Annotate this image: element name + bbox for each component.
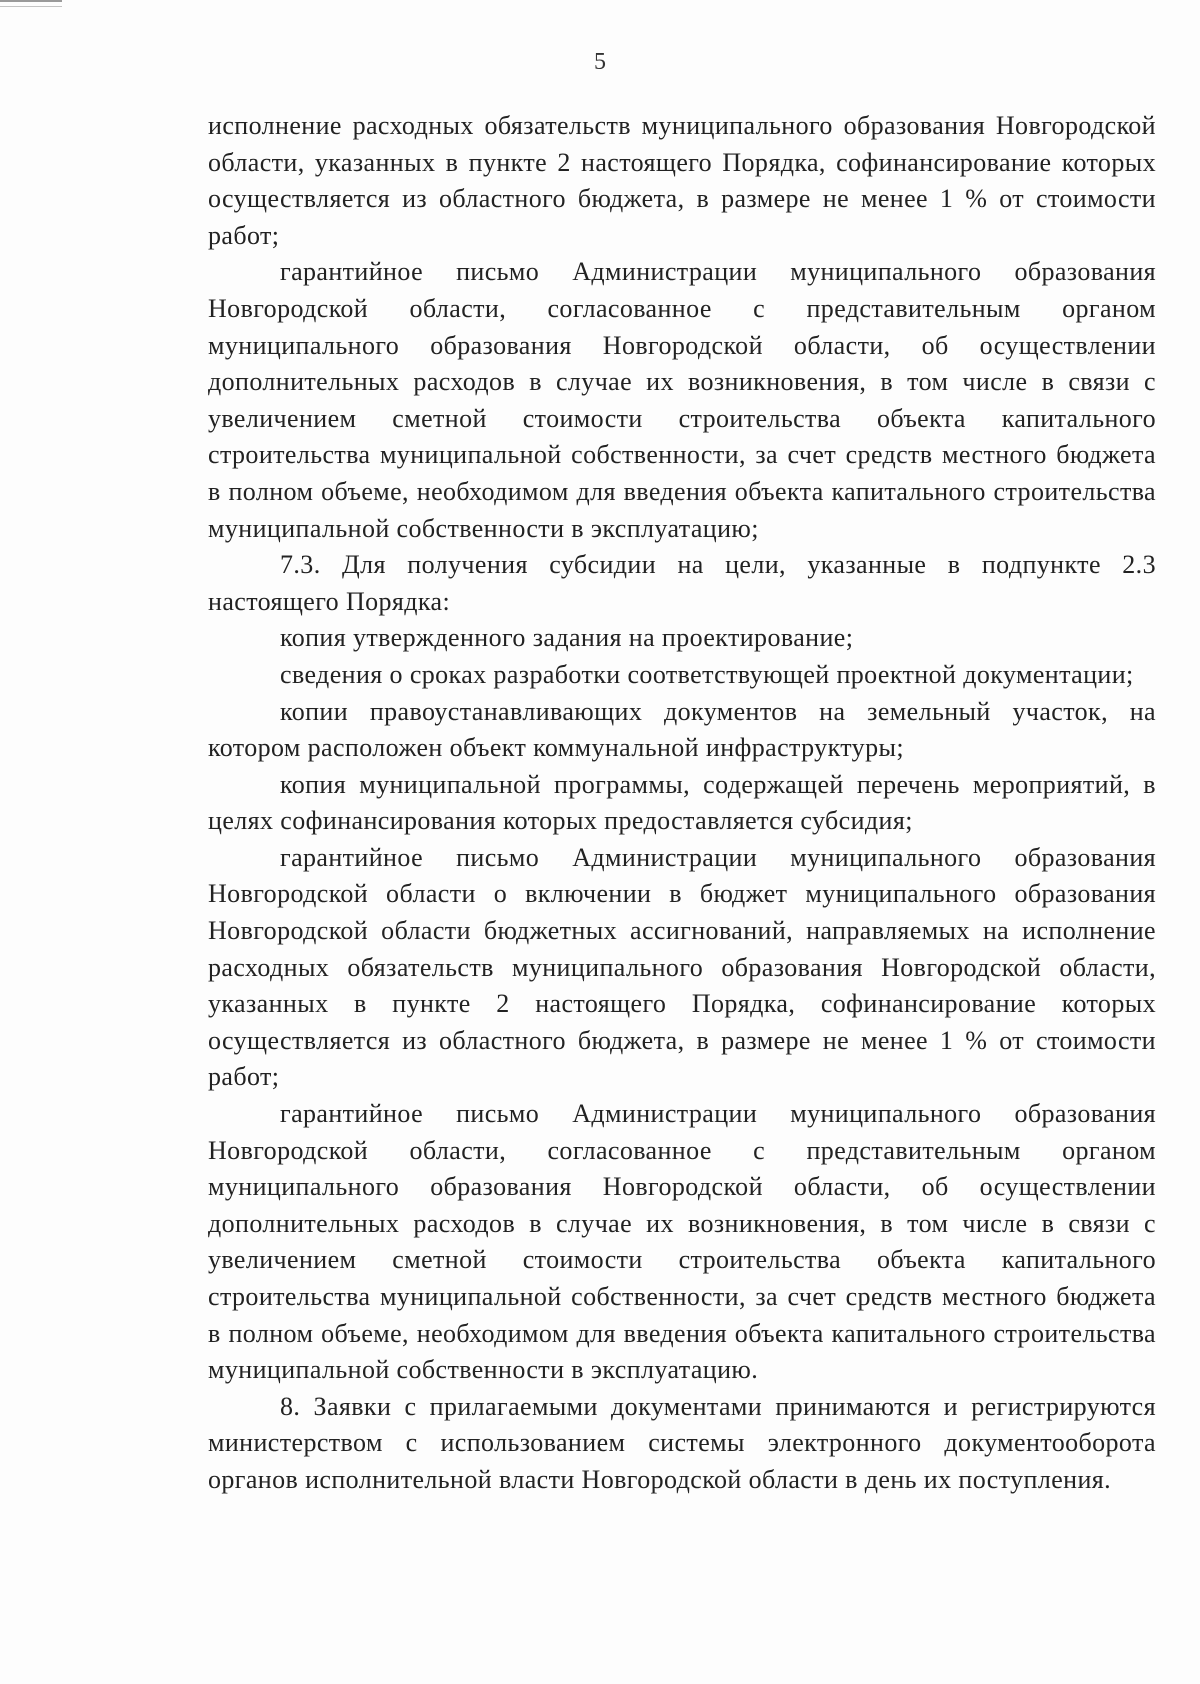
document-body	[208, 108, 1156, 1499]
paragraph-continuation: исполнение расходных обязательств муниципального образования Новгородской области, указанных в пункте 2 настоящего Порядка, софинансирование которых осуществляется из областного бюджета, в размере не менее 1 % от стоимости работ;	[208, 111, 1156, 250]
paragraph-clause-8: 8. Заявки с прилагаемыми документами принимаются и регистрируются министерством с использованием системы электронного документооборота органов исполнительной власти Новгородской области в день их поступления.	[208, 1391, 1156, 1494]
paragraph-budget-inclusion-letter: гарантийное письмо Администрации муниципального образования Новгородской области о включении в бюджет муниципального образования Новгородской области бюджетных ассигнований, направляемых на исполнение расходных обязательств муниципального образования Новгородской области, указанных в пункте 2 настоящего Порядка, софинансирование которых осуществляется из областного бюджета, в размере не менее 1 % от стоимости работ;	[208, 842, 1156, 1092]
paragraph-guarantee-letter-2: гарантийное письмо Администрации муниципального образования Новгородской области, согласованное с представительным органом муниципального образования Новгородской области, об осуществлении дополнительных расходов в случае их возникновения, в том числе в связи с увеличением сметной стоимости строительства объекта капитального строительства муниципальной собственности, за счет средств местного бюджета в полном объеме, необходимом для введения объекта капитального строительства муниципальной собственности в эксплуатацию.	[208, 1099, 1156, 1385]
page-number: 5	[594, 49, 606, 75]
paragraph-land-documents: копии правоустанавливающих документов на земельный участок, на котором расположен объект коммунальной инфраструктуры;	[208, 696, 1156, 763]
paragraph-municipal-program: копия муниципальной программы, содержащей перечень мероприятий, в целях софинансирования которых предоставляется субсидия;	[208, 769, 1156, 836]
scan-corner-mark	[0, 0, 62, 7]
paragraph-clause-7-3: 7.3. Для получения субсидии на цели, указанные в подпункте 2.3 настоящего Порядка:	[208, 550, 1156, 616]
paragraph-design-deadlines: сведения о сроках разработки соответствующей проектной документации;	[280, 659, 1134, 689]
paragraph-design-task-copy: копия утвержденного задания на проектирование;	[280, 623, 854, 653]
paragraph-guarantee-letter-1: гарантийное письмо Администрации муниципального образования Новгородской области, согласованное с представительным органом муниципального образования Новгородской области, об осуществлении дополнительных расходов в случае их возникновения, в том числе в связи с увеличением сметной стоимости строительства объекта капитального строительства муниципальной собственности, за счет средств местного бюджета в полном объеме, необходимом для введения объекта капитального строительства муниципальной собственности в эксплуатацию;	[208, 257, 1156, 543]
